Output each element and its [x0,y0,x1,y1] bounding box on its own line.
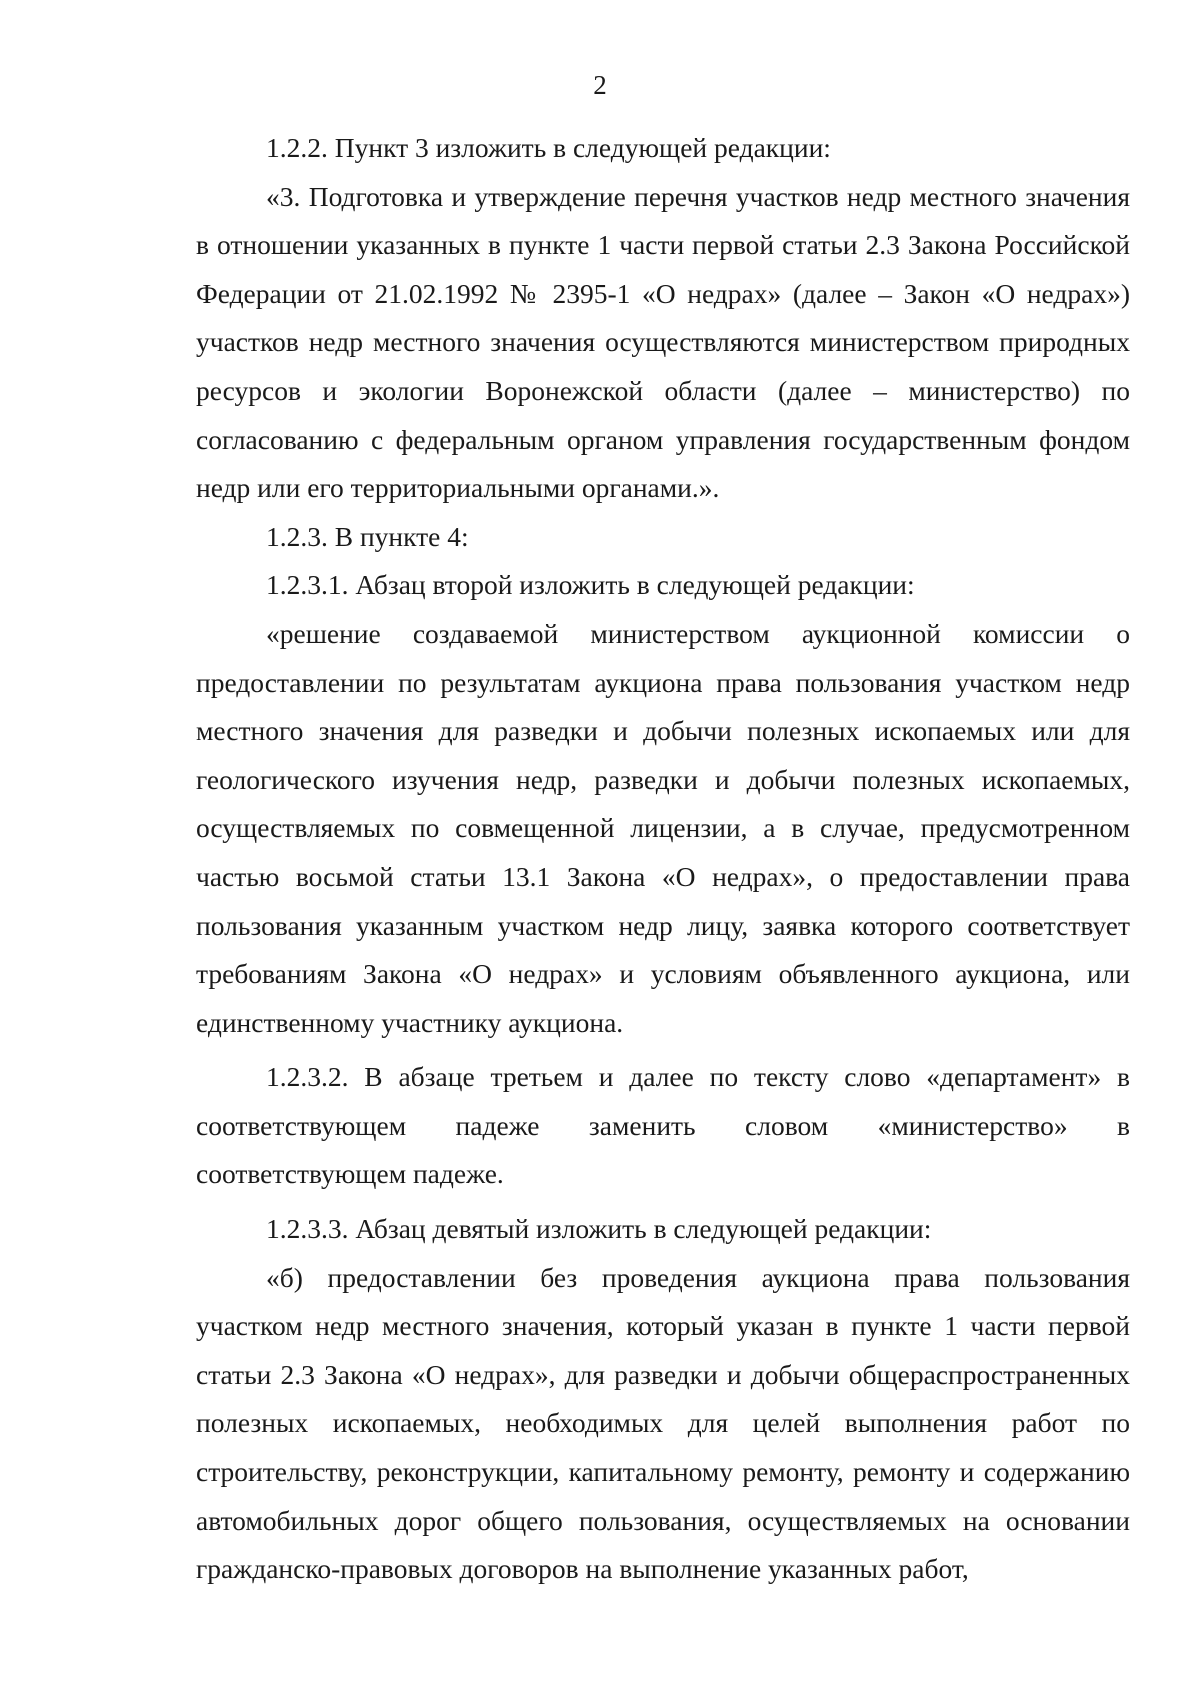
paragraph-1-2-3-1: 1.2.3.1. Абзац второй изложить в следующей редакции: [266,569,915,601]
page-number: 2 [593,70,607,100]
paragraph-quote-item-3: «3. Подготовка и утверждение перечня участков недр местного значения в отношении указанных в пункте 1 части первой статьи 2.3 Закона Российской Федерации от 21.02.1992 № 2395-1 «О недрах» (далее – Закон «О недрах») участков недр местного значения осуществляются министерством природных ресурсов и экологии Воронежской области (далее – министерство) по согласованию с федеральным органом управления государственным фондом недр или его территориальными органами.». [196,180,1130,504]
paragraph-1-2-3-3: 1.2.3.3. Абзац девятый изложить в следующей редакции: [266,1213,932,1245]
paragraph-quote-b: «б) предоставлении без проведения аукциона права пользования участком недр местного значения, который указан в пункте 1 части первой статьи 2.3 Закона «О недрах», для разведки и добычи общераспространенных полезных ископаемых, необходимых для целей выполнения работ по строительству, реконструкции, капитальному ремонту, ремонту и содержанию автомобильных дорог общего пользования, осуществляемых на основании гражданско-правовых договоров на выполнение указанных работ, [196,1261,1130,1585]
document-body [196,124,1130,1594]
paragraph-quote-decision: «решение создаваемой министерством аукционной комиссии о предоставлении по результатам аукциона права пользования участком недр местного значения для разведки и добычи полезных ископаемых или для геологического изучения недр, разведки и добычи полезных ископаемых, осуществляемых по совмещенной лицензии, а в случае, предусмотренном частью восьмой статьи 13.1 Закона «О недрах», о предоставлении права пользования указанным участком недр лицу, заявка которого соответствует требованиям Закона «О недрах» и условиям объявленного аукциона, или единственному участнику аукциона. [196,617,1130,1038]
paragraph-1-2-3-2: 1.2.3.2. В абзаце третьем и далее по тексту слово «департамент» в соответствующем падеже заменить словом «министерство» в соответствующем падеже. [196,1061,1130,1190]
paragraph-1-2-3: 1.2.3. В пункте 4: [266,520,469,552]
paragraph-1-2-2: 1.2.2. Пункт 3 изложить в следующей редакции: [266,132,831,163]
